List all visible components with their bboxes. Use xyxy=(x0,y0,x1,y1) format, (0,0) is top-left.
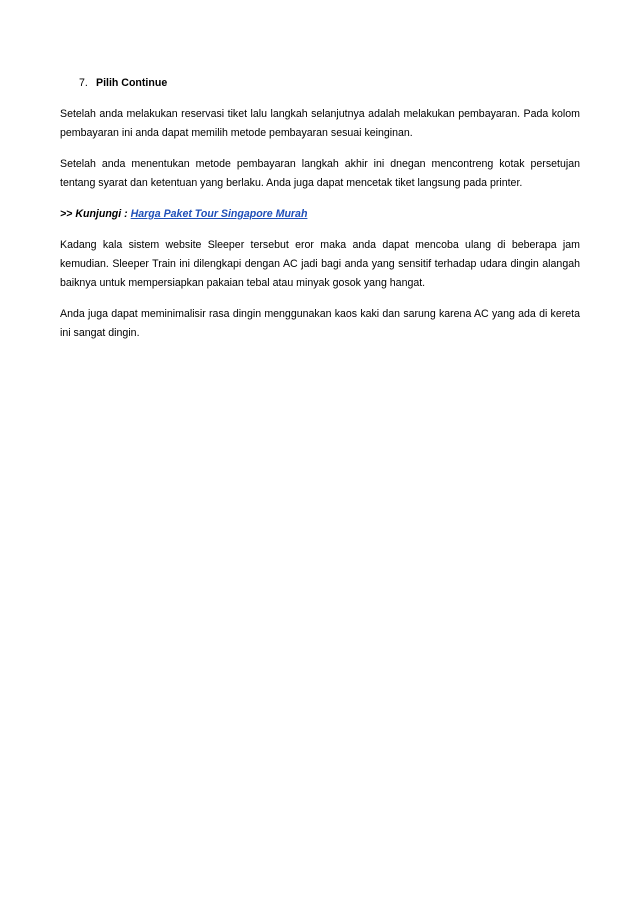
list-number: 7. xyxy=(79,77,88,89)
paragraph-terms: Setelah anda menentukan metode pembayaran langkah akhir ini dnegan mencontreng kotak persetujan tentang syarat dan ketentuan yang berlaku. Anda juga dapat mencetak tiket langsung pada printer. xyxy=(60,158,580,189)
paragraph-website-error: Kadang kala sistem website Sleeper tersebut eror maka anda dapat mencoba ulang di beberapa jam kemudian. Sleeper Train ini dilengkapi dengan AC jadi bagi anda yang sensitif terhadap udara dingin alangah baiknya untuk mempersiapkan pakaian tebal atau minyak gosok yang hangat. xyxy=(60,239,580,289)
paragraph-cold-tips: Anda juga dapat meminimalisir rasa dingin menggunakan kaos kaki dan sarung karena AC yang ada di kereta ini sangat dingin. xyxy=(60,308,580,339)
tour-package-link[interactable]: Harga Paket Tour Singapore Murah xyxy=(130,208,308,220)
document-page xyxy=(60,74,580,355)
visit-line xyxy=(60,205,580,224)
list-item-text: Pilih Continue xyxy=(96,77,168,89)
numbered-list-item xyxy=(60,74,580,93)
paragraph-payment: Setelah anda melakukan reservasi tiket lalu langkah selanjutnya adalah melakukan pembayaran. Pada kolom pembayaran ini anda dapat memilih metode pembayaran sesuai keinginan. xyxy=(60,108,580,139)
visit-prefix: >> Kunjungi : xyxy=(60,208,131,220)
